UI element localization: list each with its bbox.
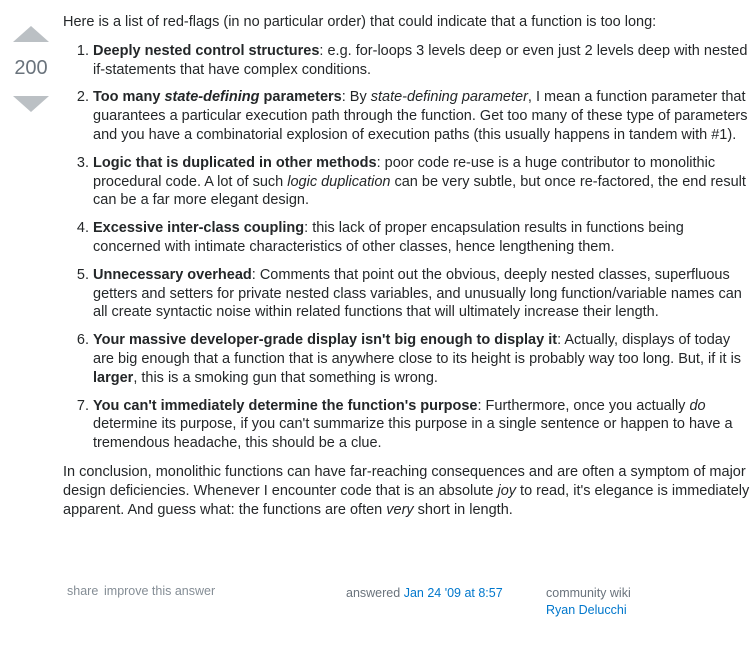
text-run: , this is a smoking gun that something is wrong. — [133, 369, 438, 386]
text-run: , I mean a function parameter that guarantees a particular execution path through the function. Get too many of these type of parameters and you have a combinatorial explosion of execution paths (this usually happens in tandem with #1). — [93, 89, 748, 143]
intro-paragraph: Here is a list of red-flags (in no particular order) that could indicate that a function is too long: — [63, 14, 657, 30]
red-flag-list — [63, 42, 753, 453]
bold-text: Excessive inter-class coupling — [93, 220, 305, 237]
italic-text: do — [689, 397, 706, 414]
bold-text: Logic that is duplicated in other methods — [93, 154, 377, 171]
red-flag-item — [93, 266, 753, 322]
post-footer — [0, 583, 756, 623]
italic-text: state-defining parameter — [370, 89, 528, 106]
upvote-arrow-icon[interactable] — [13, 26, 49, 42]
bold-text: Your massive developer-grade display isn't big enough to display it — [93, 332, 558, 349]
bold-text: Too many — [93, 89, 165, 106]
share-link[interactable]: share — [67, 584, 99, 598]
answer-body — [63, 13, 753, 519]
bold-text: Unnecessary overhead — [93, 266, 252, 283]
text-run: : Comments that point out the obvious, deeply nested classes, superfluous getters and setters for private nested class variables, and unusually long function/variable names can all create syntactic noise within related functions that will ultimately increase their length. — [93, 266, 742, 321]
red-flag-item — [93, 331, 753, 387]
conclusion-paragraph — [63, 463, 753, 519]
red-flag-item — [93, 154, 753, 210]
italic-text: joy — [497, 482, 517, 499]
italic-text: very — [386, 501, 414, 518]
bold-text: parameters — [259, 89, 342, 106]
red-flag-item — [93, 219, 753, 257]
text-run: : Furthermore, once you actually — [477, 397, 690, 414]
text-run: : this lack of proper encapsulation results in functions being concerned with intimate characteristics of other classes, hence lengthening them. — [93, 220, 684, 255]
community-wiki-label: community wiki — [546, 586, 631, 600]
vote-count: 200 — [14, 57, 48, 79]
bold-text: state-defining — [164, 89, 260, 106]
italic-text: logic duplication — [287, 173, 391, 190]
text-run: : By — [341, 89, 371, 106]
answered-label: answered — [346, 586, 401, 600]
red-flag-item — [93, 88, 753, 144]
vote-panel — [0, 0, 62, 112]
red-flag-item — [93, 42, 753, 80]
red-flag-item — [93, 397, 753, 453]
bold-text: Deeply nested control structures — [93, 42, 320, 59]
text-run: to read, it's elegance is immediately apparent. And guess what: the functions are often — [63, 482, 750, 518]
answered-info — [346, 585, 503, 602]
downvote-arrow-icon[interactable] — [13, 96, 49, 112]
improve-answer-link[interactable]: improve this answer — [104, 584, 216, 598]
text-run: : Actually, displays of today are big enough that a function that is anywhere close to its height is probably way too long. But, if it is — [93, 332, 742, 367]
text-run: short in length. — [413, 501, 513, 518]
text-run: can be very subtle, but once re-factored, the end result can be a far more elegant design. — [93, 173, 746, 209]
author-link[interactable]: Ryan Delucchi — [546, 603, 627, 617]
text-run: : e.g. for-loops 3 levels deep or even just 2 levels deep with nested if-statements that have complex conditions. — [93, 42, 748, 78]
text-run: determine its purpose, if you can't summarize this purpose in a single sentence or happen to have a tremendous headache, this should be a clue. — [93, 416, 733, 452]
text-run: : poor code re-use is a huge contributor to monolithic procedural code. A lot of such — [93, 154, 716, 190]
bold-text: You can't immediately determine the function's purpose — [93, 397, 478, 414]
text-run: In conclusion, monolithic functions can have far-reaching consequences and are often a symptom of major design deficiencies. Whenever I encounter code that is an absolute — [63, 463, 746, 499]
answered-date-link[interactable]: Jan 24 '09 at 8:57 — [403, 586, 503, 600]
bold-text: larger — [93, 369, 134, 386]
